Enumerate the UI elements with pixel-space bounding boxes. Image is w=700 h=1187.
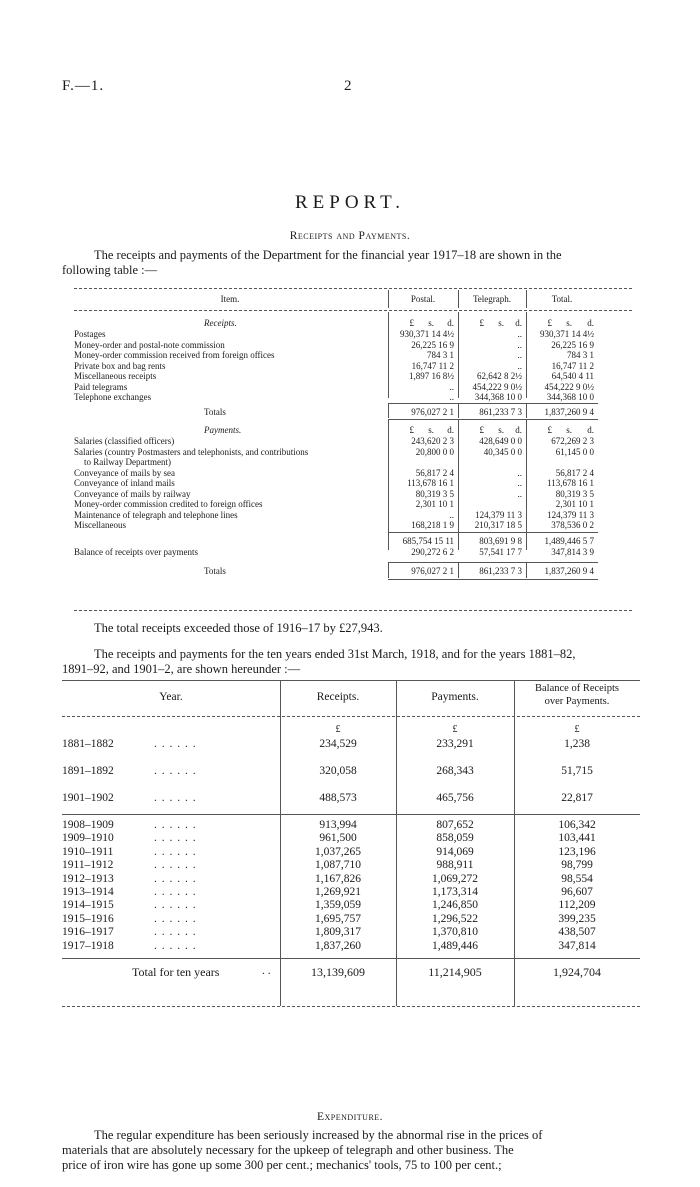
payments-totals-total: 1,837,260 9 4 <box>544 566 594 576</box>
t2-top-rule <box>62 680 640 681</box>
unit-pence: d. <box>587 425 594 435</box>
t2-early-receipts: 488,573 <box>319 792 357 804</box>
receipt-row-item <box>74 329 386 340</box>
payment-row-item-text: Conveyance of inland mails <box>74 478 175 488</box>
receipt-row-telegraph: .. <box>517 329 522 339</box>
unit-shilling: s. <box>566 318 572 328</box>
payment-row-postal: 168,218 1 9 <box>411 520 454 530</box>
payments-heading: Payments. <box>204 425 242 435</box>
t2-unit-receipts: £ <box>335 724 341 735</box>
t2-year: 1908–1909 <box>62 819 114 831</box>
receipt-row-postal: 784 3 1 <box>427 350 454 360</box>
t2-recent-rule <box>62 814 640 815</box>
t2-total-payments: 11,214,905 <box>428 965 482 979</box>
payment-row-postal: 56,817 2 4 <box>415 467 454 478</box>
payment-row-postal: 113,678 16 1 <box>407 478 454 488</box>
payment-row-item-cont: to Railway Department) <box>84 457 171 467</box>
t2-recent-payments: 1,489,446 <box>432 939 478 952</box>
unit-shilling: s. <box>498 425 504 435</box>
receipts-intro: The receipts and payments of the Department for the financial year 1917–18 are shown in the following table :— <box>62 248 562 277</box>
t2-year: 1913–1914 <box>62 886 114 898</box>
t2-total-balance: 1,924,704 <box>553 965 601 979</box>
unit-shilling: s. <box>428 318 434 328</box>
t2-recent-payments: 988,911 <box>436 859 474 872</box>
unit-pound: £ <box>409 425 414 435</box>
payment-row-item <box>74 447 386 458</box>
receipt-row-telegraph: .. <box>517 360 522 371</box>
unit-pence: d. <box>587 318 594 328</box>
t2-leader-dots: . . . . . . <box>154 859 197 872</box>
receipt-row-postal: 1,897 16 8½ <box>409 371 454 381</box>
receipt-row-item-text: Money-order commission received from foreign offices <box>74 350 275 360</box>
t2-recent-receipts: 913,994 <box>319 819 357 831</box>
unit-shilling: s. <box>428 425 434 435</box>
t2-header-rule <box>62 716 640 717</box>
balance-row-telegraph: 57,541 17 7 <box>479 547 522 557</box>
receipt-row-item <box>74 361 386 372</box>
receipt-row-item-text: Money-order and postal-note commission <box>74 339 225 350</box>
receipt-row-item-text: Miscellaneous receipts <box>74 371 157 381</box>
t2-recent-receipts: 1,167,826 <box>315 872 361 885</box>
payment-row-telegraph: 428,649 0 0 <box>479 436 522 446</box>
t2-recent-receipts: 1,269,921 <box>315 886 361 898</box>
t2-col-payments: Payments. <box>431 691 479 703</box>
receipt-row-telegraph: 62,642 8 2½ <box>477 371 522 381</box>
table-top-rule <box>74 288 632 289</box>
payment-row-item-text: Money-order commission credited to foreign offices <box>74 499 263 509</box>
receipt-row-item <box>74 340 386 351</box>
payment-row-total: 56,817 2 4 <box>555 467 594 478</box>
receipts-total-rule-bottom <box>388 419 598 420</box>
t2-early-payments: 465,756 <box>436 792 474 804</box>
expenditure-paragraph: The regular expenditure has been seriously increased by the abnormal rise in the prices of materials that are absolutely necessary for the upkeep of telegraph and other business. The price of iron wire has gone up some 300 per cent.; mechanics' tools, 75 to 100 per cent.; <box>62 1128 543 1172</box>
t2-recent-balance: 399,235 <box>558 912 596 925</box>
payment-row-item-text: Miscellaneous <box>74 520 126 530</box>
payments-subtotal-rule <box>388 532 598 533</box>
payment-row-item-text: Maintenance of telegraph and telephone lines <box>74 509 238 520</box>
payment-row-total: 672,269 2 3 <box>551 436 594 446</box>
unit-pound: £ <box>409 318 414 328</box>
receipt-row-telegraph: .. <box>517 339 522 350</box>
payment-row-item <box>74 489 386 500</box>
payment-row-total: 61,145 0 0 <box>555 446 594 457</box>
t2-total-dots: . . <box>262 965 271 977</box>
unit-pound: £ <box>547 425 552 435</box>
payment-row-postal: 2,301 10 1 <box>415 499 454 509</box>
balance-row-postal: 290,272 6 2 <box>411 547 454 557</box>
t2-leader-dots: . . . . . . <box>154 872 197 885</box>
payment-row-telegraph: .. <box>517 467 522 478</box>
payment-row-telegraph: .. <box>517 488 522 499</box>
balance-label: Balance of receipts over payments <box>74 547 198 557</box>
payment-row-item <box>74 520 386 531</box>
payment-row-item <box>74 499 386 510</box>
payment-row-item <box>74 478 386 489</box>
t2-recent-receipts: 1,037,265 <box>315 845 361 858</box>
t2-leader-dots: . . . . . . <box>154 845 197 858</box>
t2-recent-balance: 112,209 <box>558 899 596 912</box>
page-header-ref: F.—1. <box>62 78 105 94</box>
t2-year: 1901–1902 <box>62 792 114 804</box>
receipt-row-total: 930,371 14 4½ <box>540 329 594 339</box>
receipt-row-telegraph: 454,222 9 0½ <box>472 381 522 392</box>
receipt-row-total: 454,222 9 0½ <box>544 381 594 392</box>
receipt-row-postal: .. <box>449 381 454 392</box>
payments-subtotal-telegraph: 803,691 9 8 <box>479 536 522 546</box>
receipt-row-postal: .. <box>449 392 454 402</box>
t2-leader-dots: . . . . . . <box>154 792 197 804</box>
t2-early-payments: 233,291 <box>436 738 474 750</box>
receipt-row-item <box>74 382 386 393</box>
t2-recent-balance: 106,342 <box>558 819 596 831</box>
table-header-rule <box>74 310 632 311</box>
t2-total-label: Total for ten years <box>132 965 220 979</box>
receipts-totals-telegraph: 861,233 7 3 <box>479 407 522 417</box>
balance-row-total: 347,814 3 9 <box>551 547 594 557</box>
receipt-row-item-text: Private box and bag rents <box>74 360 166 371</box>
t2-recent-receipts: 1,837,260 <box>315 939 361 952</box>
t2-leader-dots: . . . . . . <box>154 899 197 912</box>
payment-row-postal: .. <box>449 509 454 520</box>
t2-early-receipts: 234,529 <box>319 738 357 750</box>
t2-col-balance-2: over Payments. <box>544 696 610 707</box>
t2-leader-dots: . . . . . . <box>154 832 197 845</box>
t2-recent-payments: 1,296,522 <box>432 912 478 925</box>
t2-recent-payments: 1,069,272 <box>432 872 478 885</box>
table-bottom-rule <box>74 610 632 611</box>
receipts-payments-heading: Receipts and Payments. <box>289 230 411 242</box>
t2-col-year: Year. <box>159 691 183 703</box>
receipt-row-total: 784 3 1 <box>567 350 594 360</box>
t2-early-payments: 268,343 <box>436 765 474 777</box>
ten-year-intro: The receipts and payments for the ten years ended 31st March, 1918, and for the years 1881–82, 1891–92, and 1901–2, are shown hereunder :— <box>62 647 576 676</box>
payment-row-item <box>74 436 386 447</box>
total-receipts-note: The total receipts exceeded those of 1916–17 by £27,943. <box>94 621 383 635</box>
t2-recent-receipts: 1,087,710 <box>315 859 361 872</box>
payment-row-total: 378,536 0 2 <box>551 520 594 530</box>
payment-row-item-text: Conveyance of mails by sea <box>74 467 175 478</box>
t2-recent-receipts: 1,809,317 <box>315 926 361 939</box>
t2-year: 1891–1892 <box>62 765 114 777</box>
t2-recent-balance: 98,799 <box>561 859 593 872</box>
payments-subtotal-postal: 685,754 15 11 <box>402 536 454 546</box>
unit-pence: d. <box>447 425 454 435</box>
payment-row-total: 2,301 10 1 <box>555 499 594 509</box>
payments-total-rule-bottom <box>388 579 598 580</box>
receipt-row-telegraph: 344,368 10 0 <box>474 392 522 402</box>
t2-recent-receipts: 1,695,757 <box>315 912 361 925</box>
receipt-row-postal: 16,747 11 2 <box>411 360 454 371</box>
t2-recent-receipts: 1,359,059 <box>315 899 361 912</box>
t2-early-receipts: 320,058 <box>319 765 357 777</box>
payment-row-total: 124,379 11 3 <box>547 509 594 520</box>
receipts-heading: Receipts. <box>204 318 237 328</box>
t2-recent-balance: 123,196 <box>558 845 596 858</box>
receipt-row-item <box>74 350 386 361</box>
receipt-row-telegraph: .. <box>517 350 522 360</box>
page-number: 2 <box>344 78 352 94</box>
payment-row-telegraph: 124,379 11 3 <box>475 509 522 520</box>
t2-leader-dots: . . . . . . <box>154 738 197 750</box>
t2-recent-balance: 96,607 <box>561 886 593 898</box>
t2-bottom-rule <box>62 1006 640 1007</box>
col-total-header: Total. <box>551 294 573 304</box>
receipt-row-item-text: Telephone exchanges <box>74 392 152 402</box>
unit-pound: £ <box>479 425 484 435</box>
receipt-row-item-text: Postages <box>74 329 106 339</box>
expenditure-heading: Expenditure. <box>316 1111 384 1123</box>
unit-pence: d. <box>447 318 454 328</box>
t2-total-receipts: 13,139,609 <box>311 965 365 979</box>
receipts-totals-label: Totals <box>204 407 226 417</box>
t2-recent-balance: 438,507 <box>558 926 596 939</box>
payments-totals-label: Totals <box>204 566 226 576</box>
t2-recent-payments: 858,059 <box>436 832 474 845</box>
payments-totals-telegraph: 861,233 7 3 <box>479 566 522 576</box>
t2-early-balance: 1,238 <box>564 738 590 750</box>
payment-row-item-text: Conveyance of mails by railway <box>74 488 191 499</box>
t2-recent-payments: 807,652 <box>436 819 474 831</box>
t2-leader-dots: . . . . . . <box>154 926 197 939</box>
t2-early-balance: 22,817 <box>561 792 593 804</box>
payment-row-telegraph: 210,317 18 5 <box>474 520 522 530</box>
t2-year: 1917–1918 <box>62 939 114 952</box>
t2-unit-balance: £ <box>574 724 580 735</box>
t2-year: 1881–1882 <box>62 738 114 750</box>
receipt-row-item-text: Paid telegrams <box>74 381 128 392</box>
t2-leader-dots: . . . . . . <box>154 819 197 831</box>
t2-year: 1915–1916 <box>62 912 114 925</box>
receipt-row-total: 16,747 11 2 <box>551 360 594 371</box>
receipt-row-item <box>74 371 386 382</box>
payment-row-telegraph: .. <box>517 478 522 488</box>
t2-recent-balance: 347,814 <box>558 939 596 952</box>
t2-year: 1912–1913 <box>62 872 114 885</box>
t2-col-balance-1: Balance of Receipts <box>535 683 619 694</box>
col-postal-header: Postal. <box>410 294 436 304</box>
t2-col-receipts: Receipts. <box>316 691 360 703</box>
t2-recent-balance: 98,554 <box>561 872 593 885</box>
t2-unit-payments: £ <box>452 724 458 735</box>
t2-recent-receipts: 961,500 <box>319 832 357 845</box>
payment-row-postal: 20,800 0 0 <box>415 446 454 457</box>
t2-recent-payments: 914,069 <box>436 845 474 858</box>
unit-pound: £ <box>547 318 552 328</box>
t2-leader-dots: . . . . . . <box>154 912 197 925</box>
unit-pence: d. <box>515 318 522 328</box>
payments-subtotal-total: 1,489,446 5 7 <box>544 536 594 546</box>
t2-recent-payments: 1,246,850 <box>432 899 478 912</box>
t2-early-balance: 51,715 <box>561 765 593 777</box>
receipt-row-postal: 26,225 16 9 <box>411 339 454 350</box>
t2-leader-dots: . . . . . . <box>154 765 197 777</box>
col-telegraph-header: Telegraph. <box>472 294 512 304</box>
t2-recent-payments: 1,370,810 <box>432 926 478 939</box>
payment-row-item <box>74 468 386 479</box>
payment-row-total: 113,678 16 1 <box>547 478 594 488</box>
unit-shilling: s. <box>498 318 504 328</box>
receipt-row-postal: 930,371 14 4½ <box>400 329 454 339</box>
receipts-totals-postal: 976,027 2 1 <box>411 407 454 417</box>
t2-total-rule-top <box>62 958 640 959</box>
payment-row-postal: 243,620 2 3 <box>411 436 454 446</box>
receipts-total-rule-top <box>388 403 598 404</box>
unit-pound: £ <box>479 318 484 328</box>
payments-totals-postal: 976,027 2 1 <box>411 566 454 576</box>
payment-row-total: 80,319 3 5 <box>555 488 594 499</box>
t2-year: 1914–1915 <box>62 899 114 912</box>
receipts-totals-total: 1,837,260 9 4 <box>544 407 594 417</box>
t2-year: 1910–1911 <box>62 845 114 858</box>
payment-row-postal: 80,319 3 5 <box>415 488 454 499</box>
t2-year: 1911–1912 <box>62 859 114 872</box>
receipt-row-total: 64,540 4 11 <box>551 371 594 381</box>
payment-row-item-text: Salaries (classified officers) <box>74 436 175 446</box>
t2-recent-payments: 1,173,314 <box>432 886 478 898</box>
payment-row-item-text: Salaries (country Postmasters and telephonists, and contributions <box>74 446 309 457</box>
payments-total-rule-top <box>388 562 598 563</box>
report-title: REPORT. <box>294 192 406 213</box>
t2-year: 1916–1917 <box>62 926 114 939</box>
receipt-row-total: 26,225 16 9 <box>551 339 594 350</box>
payment-row-telegraph: 40,345 0 0 <box>483 446 522 457</box>
t2-leader-dots: . . . . . . <box>154 939 197 952</box>
unit-shilling: s. <box>566 425 572 435</box>
t2-year: 1909–1910 <box>62 832 114 845</box>
financial-year-table <box>74 288 632 588</box>
t2-recent-balance: 103,441 <box>558 832 596 845</box>
receipt-row-total: 344,368 10 0 <box>546 392 594 402</box>
receipt-row-item <box>74 392 386 403</box>
payment-row-item <box>74 510 386 521</box>
unit-pence: d. <box>515 425 522 435</box>
col-item-header: Item. <box>220 294 240 304</box>
t2-leader-dots: . . . . . . <box>154 886 197 898</box>
